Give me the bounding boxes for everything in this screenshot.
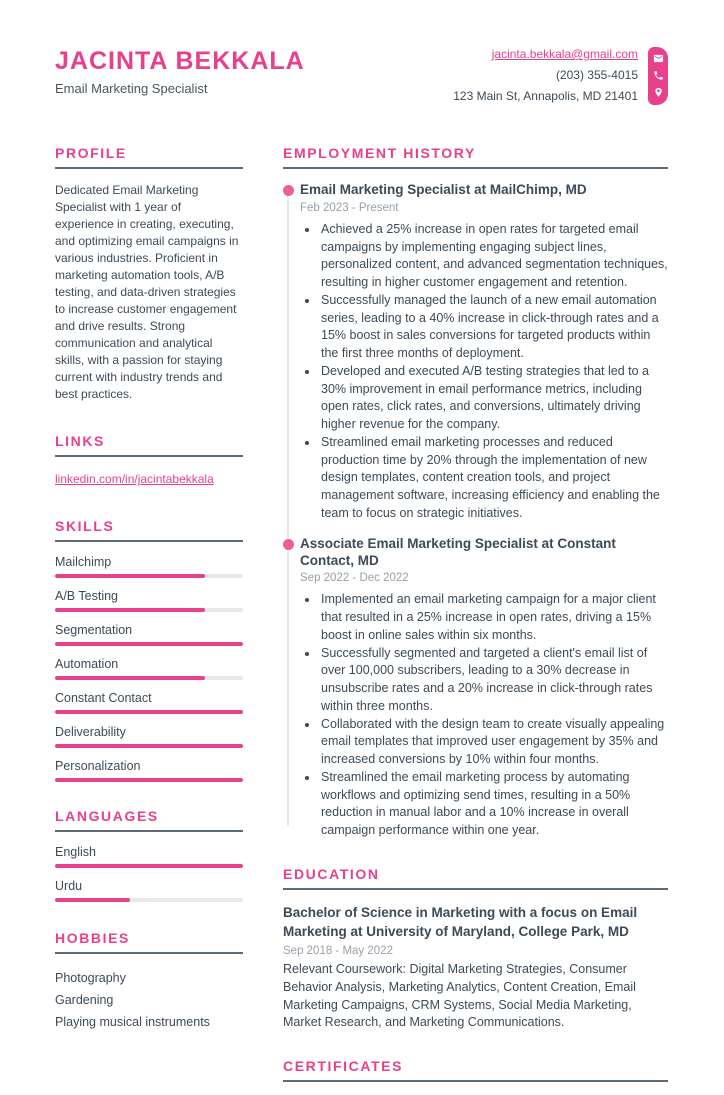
hobbies-section (55, 930, 243, 1033)
hobby-item: Playing musical instruments (55, 1015, 210, 1030)
skill-label: A/B Testing (55, 589, 119, 604)
contact-email-row (453, 44, 638, 65)
person-name: JACINTA BEKKALA (55, 47, 305, 75)
profile-section (55, 145, 243, 403)
skill-bar-fill (55, 642, 243, 646)
skill-bar-track (55, 778, 243, 782)
jobs-list (283, 182, 668, 840)
location-icon (653, 87, 664, 98)
skill-row (55, 555, 243, 578)
job-bullet: • Successfully managed the launch of a new email automation series, leading to a 40% increase in click-through rates and a 15% boost in sales conversions for targeted products within the first three months of deployment. (319, 292, 668, 363)
skill-row (55, 623, 243, 646)
job-dates: Sep 2022 - Dec 2022 (300, 572, 409, 585)
phone-icon (653, 70, 664, 81)
languages-heading: LANGUAGES (55, 808, 243, 832)
language-bar-fill (55, 898, 130, 902)
profile-heading: PROFILE (55, 145, 243, 169)
education-entry (283, 903, 668, 1032)
link-item (55, 470, 243, 488)
skill-label: Segmentation (55, 623, 133, 638)
job-bullet: • Collaborated with the design team to create visually appealing email templates that improved user engagement by 35% and increased conversions by 10% within four months. (319, 716, 668, 769)
employment-section (283, 145, 668, 840)
skill-bar-fill (55, 574, 205, 578)
skill-row (55, 657, 243, 680)
links-heading: LINKS (55, 433, 243, 457)
language-bar-fill (55, 864, 243, 868)
job-dates: Feb 2023 - Present (300, 201, 399, 214)
timeline-dot (283, 539, 294, 550)
hobby-item: Photography (55, 971, 126, 986)
skill-label: Automation (55, 657, 119, 672)
resume-body (55, 145, 668, 1095)
skill-bar-track (55, 574, 243, 578)
languages-section (55, 808, 243, 902)
email-link[interactable]: jacinta.bekkala@gmail.com (491, 47, 638, 61)
skill-label: Constant Contact (55, 691, 152, 706)
skill-row (55, 725, 243, 748)
skill-row (55, 691, 243, 714)
job-title: Associate Email Marketing Specialist at Constant Contact, MD (300, 535, 616, 568)
skill-label: Mailchimp (55, 555, 112, 570)
skill-bar-track (55, 710, 243, 714)
contact-phone: (203) 355-4015 (555, 68, 638, 82)
skill-label: Deliverability (55, 725, 126, 740)
linkedin-link[interactable]: linkedin.com/in/jacintabekkala (55, 472, 214, 487)
person-title: Email Marketing Specialist (55, 80, 208, 96)
education-heading: EDUCATION (283, 866, 668, 890)
identity-block (55, 48, 305, 96)
skill-row (55, 589, 243, 612)
job-bullet: • Streamlined email marketing processes and reduced production time by 20% through the implementation of new design templates, content creation tools, and project management software, increasing efficiency and enabling the team to focus on strategic initiatives. (319, 434, 668, 523)
skill-bar-track (55, 676, 243, 680)
job-bullet-list (300, 591, 668, 840)
certificates-section (283, 1058, 668, 1082)
timeline-dot (283, 185, 294, 196)
contact-address: 123 Main St, Annapolis, MD 21401 (453, 89, 638, 103)
job-entry (300, 536, 668, 840)
links-section (55, 433, 243, 488)
skill-bar-fill (55, 744, 243, 748)
skill-bar-fill (55, 676, 205, 680)
job-title: Email Marketing Specialist at MailChimp, MD (300, 182, 587, 197)
skills-heading: SKILLS (55, 518, 243, 542)
job-bullet-list (300, 221, 668, 523)
employment-heading: EMPLOYMENT HISTORY (283, 145, 668, 169)
hobbies-heading: HOBBIES (55, 930, 243, 954)
skill-bar-fill (55, 710, 243, 714)
job-bullet: • Developed and executed A/B testing strategies that led to a 30% improvement in email performance metrics, including open rates, click rates, and conversions, ultimately driving higher revenue for the company. (319, 363, 668, 434)
language-label: Urdu (55, 879, 83, 894)
education-dates: Sep 2018 - May 2022 (283, 945, 393, 957)
skill-bar-track (55, 642, 243, 646)
skill-bar-fill (55, 778, 243, 782)
education-description: Relevant Coursework: Digital Marketing Strategies, Consumer Behavior Analysis, Marketing Analytics, Content Creation, Email Marketing Campaigns, CRM Systems, Social Media Marketing, Market Research, and Marketing Communications. (283, 962, 636, 1030)
left-column (55, 145, 243, 1095)
job-bullet: • Achieved a 25% increase in open rates for targeted email campaigns by implementing engaging subject lines, personalized content, and advanced segmentation techniques, resulting in higher customer engagement and retention. (319, 221, 668, 292)
language-row (55, 879, 243, 902)
email-icon (653, 53, 664, 64)
job-bullet: • Implemented an email marketing campaign for a major client that resulted in a 25% increase in open rates, driving a 15% boost in online sales within six months. (319, 591, 668, 644)
contact-details (453, 44, 638, 107)
timeline-line (287, 189, 289, 826)
language-bar-track (55, 898, 243, 902)
contact-icon-bar (648, 47, 668, 105)
hobby-item: Gardening (55, 993, 114, 1008)
language-bar-track (55, 864, 243, 868)
right-column (283, 145, 668, 1095)
language-row (55, 845, 243, 868)
skill-bar-track (55, 608, 243, 612)
education-degree: Bachelor of Science in Marketing with a focus on Email Marketing at University of Maryland, College Park, MD (283, 904, 638, 940)
skills-section (55, 518, 243, 782)
skill-label: Personalization (55, 759, 141, 774)
certificates-heading: CERTIFICATES (283, 1058, 668, 1082)
job-bullet: • Successfully segmented and targeted a client's email list of over 100,000 subscribers, leading to a 30% decrease in unsubscribe rates and a 20% increase in click-through rates within three months. (319, 645, 668, 716)
education-section (283, 866, 668, 1032)
skill-bar-fill (55, 608, 205, 612)
profile-text: Dedicated Email Marketing Specialist with 1 year of experience in creating, executing, and optimizing email campaigns in various industries. Proficient in marketing automation tools, A/B testing, and data-driven strategies to increase customer engagement and drive results. Strong communication and analytical skills, with a passion for staying current with industry trends and best practices. (55, 183, 239, 402)
skill-row (55, 759, 243, 782)
job-entry (300, 182, 668, 523)
header (55, 48, 668, 107)
skill-bar-track (55, 744, 243, 748)
language-label: English (55, 845, 96, 860)
job-bullet: • Streamlined the email marketing process by automating workflows and optimizing send times, resulting in a 50% reduction in manual labor and a 10% increase in overall campaign performance within one year. (319, 769, 668, 840)
contact-block (453, 44, 668, 107)
